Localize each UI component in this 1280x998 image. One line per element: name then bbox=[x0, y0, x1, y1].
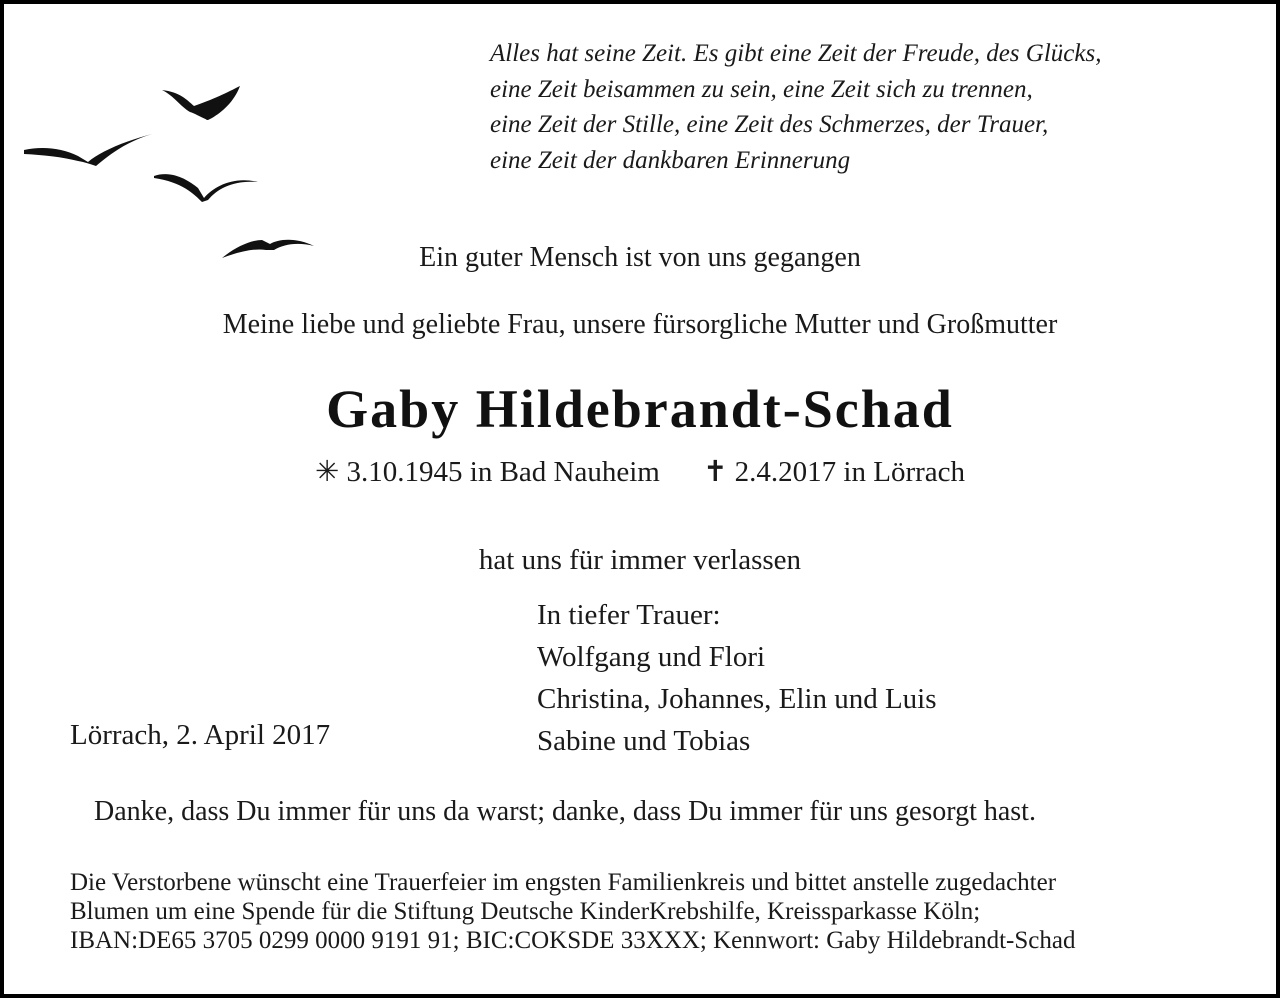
tagline: Ein guter Mensch ist von uns gegangen bbox=[419, 242, 861, 273]
thanks-line: Danke, dass Du immer für uns da warst; danke, dass Du immer für uns gesorgt hast. bbox=[94, 796, 1036, 827]
donation-note bbox=[70, 868, 1075, 955]
poem-line: eine Zeit der dankbaren Erinnerung bbox=[490, 146, 851, 174]
bird-3 bbox=[154, 174, 258, 202]
mourner-names: Sabine und Tobias bbox=[537, 725, 751, 757]
death-date: 2.4.2017 in Lörrach bbox=[734, 456, 966, 488]
poem-line: eine Zeit der Stille, eine Zeit des Schmerzes, der Trauer, bbox=[490, 111, 1049, 138]
death-cross-icon: ✝ bbox=[703, 456, 728, 488]
life-dates bbox=[4, 454, 1276, 489]
bird-2 bbox=[24, 134, 152, 166]
birth-date: 3.10.1945 in Bad Nauheim bbox=[346, 456, 660, 488]
mourner-names: Christina, Johannes, Elin und Luis bbox=[537, 683, 937, 715]
poem-line: Alles hat seine Zeit. Es gibt eine Zeit der Freude, des Glücks, bbox=[490, 40, 1102, 67]
mourners-heading: In tiefer Trauer: bbox=[537, 599, 721, 631]
poem bbox=[490, 36, 1101, 178]
place-date: Lörrach, 2. April 2017 bbox=[70, 719, 331, 751]
left-us-line: hat uns für immer verlassen bbox=[478, 544, 802, 576]
poem-line: eine Zeit beisammen zu sein, eine Zeit sich zu trennen, bbox=[490, 75, 1033, 103]
deceased-name: Gaby Hildebrandt-Schad bbox=[326, 379, 954, 439]
bird-1 bbox=[162, 86, 240, 120]
mourner-names: Wolfgang und Flori bbox=[537, 641, 766, 673]
donation-line: IBAN:DE65 3705 0299 0000 9191 91; BIC:COKSDE 33XXX; Kennwort: Gaby Hildebrandt-Schad bbox=[70, 927, 1076, 954]
birth-star-icon: ✳ bbox=[314, 456, 340, 488]
donation-line: Blumen um eine Spende für die Stiftung Deutsche KinderKrebshilfe, Kreissparkasse Köln; bbox=[70, 898, 981, 925]
flying-birds-icon bbox=[22, 62, 322, 272]
intro-line: Meine liebe und geliebte Frau, unsere fürsorgliche Mutter und Großmutter bbox=[222, 309, 1058, 340]
mourners-block bbox=[537, 594, 937, 762]
donation-line: Die Verstorbene wünscht eine Trauerfeier im engsten Familienkreis und bittet anstelle zugedachter bbox=[70, 869, 1057, 896]
